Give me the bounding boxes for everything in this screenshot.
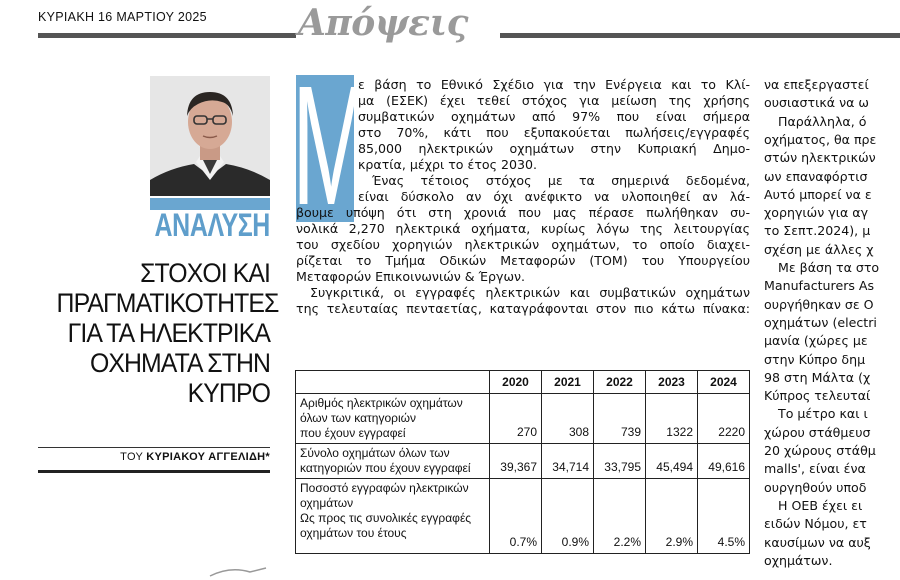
body-line: κρατία, μέχρι το έτος 2030. bbox=[358, 157, 538, 172]
headline-line: ΣΤΟΧΟΙ ΚΑΙ bbox=[140, 258, 270, 288]
drop-cap-letter: Μ bbox=[292, 51, 370, 241]
body-line: βουμε υπόψη ότι στη χρονιά που μας πέρασε πωλήθηκαν συ- bbox=[296, 205, 750, 220]
body-line: Το μέτρο και ι bbox=[778, 406, 868, 422]
decorative-sketch bbox=[200, 566, 270, 580]
row-label-line: κατηγοριών που έχουν εγγραφεί bbox=[300, 461, 471, 475]
body-line: οχημάτων. bbox=[764, 552, 833, 568]
section-title: Απόψεις bbox=[298, 2, 468, 44]
body-line: malls', είναι ένα bbox=[764, 461, 866, 477]
issue-date: ΚΥΡΙΑΚΗ 16 ΜΑΡΤΙΟΥ 2025 bbox=[38, 10, 207, 24]
headline-line: ΓΙΑ ΤΑ ΗΛΕΚΤΡΙΚΑ bbox=[67, 318, 270, 348]
year-header: 2022 bbox=[594, 371, 646, 394]
table-corner-cell bbox=[296, 371, 490, 394]
body-line: ουργήθηκαν σε Ο bbox=[764, 296, 874, 312]
table-cell: 4.5% bbox=[698, 479, 750, 554]
row-label-line: Σύνολο οχημάτων όλων των bbox=[300, 446, 450, 460]
header-rule-right bbox=[500, 33, 900, 38]
body-line: οχημάτων (electri bbox=[764, 314, 877, 330]
body-line: στών ηλεκτρικών bbox=[764, 150, 876, 166]
table-cell: 270 bbox=[490, 394, 542, 444]
table-cell: 34,714 bbox=[542, 444, 594, 479]
body-line: Αυτό μπορεί να ε bbox=[764, 186, 872, 202]
body-line: 98 στη Μάλτα (χ bbox=[764, 369, 871, 385]
ev-registrations-table bbox=[295, 370, 750, 554]
body-line: 85,000 ηλεκτρικών οχημάτων στην Κυπριακή Δημο- bbox=[358, 141, 750, 156]
body-line: της τελευταίας πενταετίας, καταγράφονται στον πιο κάτω πίνακα: bbox=[296, 301, 750, 316]
body-line: ειδών Νόμου, ετ bbox=[764, 516, 867, 532]
body-line: Κύπρος τελευταί bbox=[764, 388, 871, 404]
table-cell: 0.7% bbox=[490, 479, 542, 554]
table-cell: 39,367 bbox=[490, 444, 542, 479]
header-rule-left bbox=[38, 33, 296, 38]
author-photo bbox=[150, 76, 270, 196]
table-row bbox=[296, 444, 750, 479]
body-line: μανία (χώρες με bbox=[764, 333, 868, 349]
year-header: 2024 bbox=[698, 371, 750, 394]
row-label-line: οχημάτων bbox=[300, 496, 354, 510]
body-line: στο 70%, κάτι που εξυπακούεται πωλήσεις/εγγραφές bbox=[358, 125, 750, 140]
row-label-line: Ποσοστό εγγραφών ηλεκτρικών bbox=[300, 481, 469, 495]
body-line: σχέση με άλλες χ bbox=[764, 241, 874, 257]
body-line: να επεξεργαστεί bbox=[764, 77, 869, 92]
article-label-text: ΑΝΑΛΥΣΗ bbox=[154, 207, 270, 243]
body-line: στην Κύπρο δημ bbox=[764, 351, 866, 367]
row-label-line: Ως προς τις συνολικές εγγραφές bbox=[300, 511, 472, 525]
row-label-line: Αριθμός ηλεκτρικών οχημάτων bbox=[300, 396, 463, 410]
body-line: ουσιαστικά να ω bbox=[764, 95, 869, 111]
year-header: 2021 bbox=[542, 371, 594, 394]
table-cell: 2.9% bbox=[646, 479, 698, 554]
body-line: 20 χώρους στάθμ bbox=[764, 443, 876, 458]
row-label bbox=[296, 444, 490, 479]
article-label bbox=[150, 207, 270, 246]
headline bbox=[38, 258, 279, 408]
year-header: 2023 bbox=[646, 371, 698, 394]
body-line: ρίζεται το Τμήμα Οδικών Μεταφορών (ΤΟΜ) του Υπουργείου bbox=[296, 253, 750, 268]
table-cell: 49,616 bbox=[698, 444, 750, 479]
table-cell: 1322 bbox=[646, 394, 698, 444]
byline-prefix: ΤΟΥ bbox=[120, 451, 143, 463]
byline-rule bbox=[38, 447, 270, 448]
body-line: ων επαναφόρτισ bbox=[764, 168, 868, 184]
body-line: μα (ΕΣΕΚ) έχει τεθεί στόχος για μείωση της χρήσης bbox=[358, 93, 750, 108]
table-cell: 2.2% bbox=[594, 479, 646, 554]
byline-rule-thick bbox=[38, 470, 270, 473]
row-label bbox=[296, 394, 490, 444]
year-header: 2020 bbox=[490, 371, 542, 394]
table-cell: 0.9% bbox=[542, 479, 594, 554]
drop-cap bbox=[292, 51, 370, 241]
author-name: ΚΥΡΙΑΚΟΥ ΑΓΓΕΛΙΔΗ* bbox=[146, 451, 270, 463]
body-line: χώρου στάθμευσ bbox=[764, 424, 871, 440]
body-line: του σχεδίου χορηγιών ηλεκτρικών οχημάτων, το οποίο διαχει- bbox=[296, 237, 750, 252]
table-cell: 33,795 bbox=[594, 444, 646, 479]
body-line: καυσίμων να αυξ bbox=[764, 534, 871, 550]
table-cell: 308 bbox=[542, 394, 594, 444]
body-line: νολικά 2,270 ηλεκτρικά οχήματα, κυρίως λόγω της λειτουργίας bbox=[296, 221, 750, 236]
body-line: ουργηθούν υποδ bbox=[764, 479, 867, 495]
body-line: Ένας τέτοιος στόχος με τα σημερινά δεδομένα, bbox=[372, 173, 750, 188]
body-line: ε βάση το Εθνικό Σχέδιο για την Ενέργεια και το Κλί- bbox=[358, 77, 750, 92]
table-row bbox=[296, 479, 750, 554]
table-cell: 2220 bbox=[698, 394, 750, 444]
body-line: οχήματος, θα πρε bbox=[764, 131, 877, 147]
row-label-line: οχημάτων του έτους bbox=[300, 526, 407, 540]
headline-line: ΟΧΗΜΑΤΑ ΣΤΗΝ bbox=[89, 348, 270, 378]
body-line: Μεταφορών Επικοινωνιών & Έργων. bbox=[296, 269, 526, 284]
body-line: συμβατικών οχημάτων από 97% που είναι σήμερα bbox=[358, 109, 750, 124]
body-line: Manufacturers As bbox=[764, 278, 875, 294]
body-line: είναι δύσκολο αν όχι ανέφικτο να υλοποιηθεί αν λά- bbox=[358, 189, 750, 204]
body-line: Με βάση τα στο bbox=[778, 260, 880, 275]
headline-line: ΚΥΠΡΟ bbox=[187, 378, 270, 408]
table-cell: 739 bbox=[594, 394, 646, 444]
body-line: Η ΟΕΒ έχει ει bbox=[778, 497, 863, 513]
body-line: χορηγιών για αγ bbox=[764, 205, 869, 221]
table-cell: 45,494 bbox=[646, 444, 698, 479]
row-label bbox=[296, 479, 490, 554]
headline-line: ΠΡΑΓΜΑΤΙΚΟΤΗΤΕΣ bbox=[56, 288, 279, 318]
byline bbox=[38, 451, 270, 463]
row-label-line: όλων των κατηγοριών bbox=[300, 411, 416, 425]
body-line: Παράλληλα, ό bbox=[778, 113, 867, 129]
table-header-row bbox=[296, 371, 750, 394]
body-line: Συγκριτικά, οι εγγραφές ηλεκτρικών και συμβατικών οχημάτων bbox=[310, 285, 750, 300]
body-line: το Σεπτ.2024), μ bbox=[764, 223, 871, 239]
table-row bbox=[296, 394, 750, 444]
row-label-line: που έχουν εγγραφεί bbox=[300, 426, 406, 440]
